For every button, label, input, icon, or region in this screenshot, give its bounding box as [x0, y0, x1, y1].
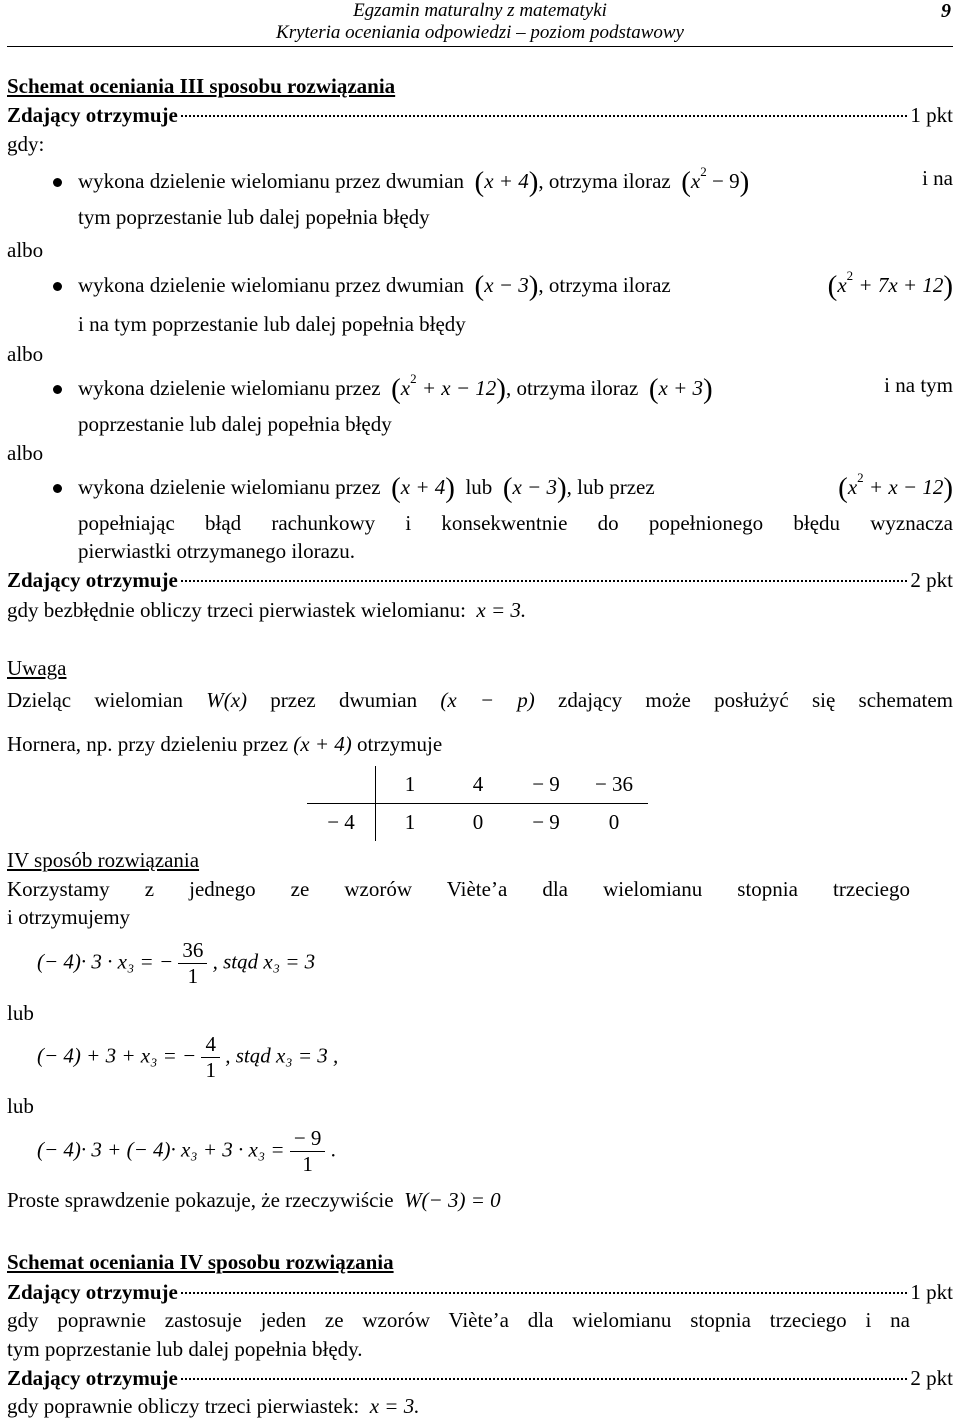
scheme3-score2-text [7, 598, 526, 623]
uwaga-line2 [7, 732, 442, 757]
bullet4-divisor2: x − 3 [512, 475, 557, 499]
bullet4-lub: lub [465, 475, 493, 499]
scheme4-score2-row [7, 1366, 953, 1391]
vieta-eq3 [37, 1126, 336, 1177]
uwaga-title: Uwaga [7, 656, 67, 680]
uwaga-text-d: zdający może posłużyć się schematem [558, 688, 954, 712]
bullet4-lub2: , lub przez [566, 475, 655, 499]
eq2-num: 4 [201, 1032, 220, 1058]
bullet3-mid: , otrzyma iloraz [505, 376, 639, 400]
horner-cell: 1 [404, 810, 416, 834]
bullet3-tail: i na tym [884, 373, 953, 397]
eq2-fraction [201, 1032, 220, 1083]
horner-row-results [307, 804, 648, 842]
bullet4-text: wykona dzielenie wielomianu przez [78, 475, 381, 499]
scheme3-score1-row [7, 103, 953, 128]
lub-label: lub [7, 1001, 34, 1025]
score-label: Zdający otrzymuje [7, 1366, 178, 1390]
score-label: Zdający otrzymuje [7, 103, 178, 127]
scheme4-score1-row [7, 1280, 953, 1305]
horner-cell: 0 [608, 810, 620, 834]
eq1-fraction [178, 938, 207, 989]
eq3-num: − 9 [290, 1126, 326, 1152]
method4-title: IV sposób rozwiązania [7, 848, 200, 872]
bullet3-text: wykona dzielenie wielomianu przez [78, 376, 381, 400]
dot-leader [181, 1292, 908, 1294]
horner-cell: 0 [472, 810, 484, 834]
score-label: Zdający otrzymuje [7, 1280, 178, 1304]
bullet2-text: wykona dzielenie wielomianu przez dwumian [78, 273, 465, 297]
check-math: W(− 3) = 0 [404, 1188, 501, 1212]
gdy-label: gdy: [7, 132, 45, 156]
eq1-num: 36 [178, 938, 207, 964]
horner-cell [307, 766, 376, 804]
bullet4-divisor3-expr: $(x^2 + x - 12)$ [838, 470, 953, 504]
albo-label: albo [7, 342, 44, 366]
page-number: 9 [941, 0, 951, 22]
method4-check [7, 1188, 501, 1213]
score-points: 1 pkt [910, 1280, 953, 1304]
header-exam-title: Egzamin maturalny z matematyki [353, 0, 607, 21]
bullet1-quotient: 9 [729, 169, 740, 193]
score-label: Zdający otrzymuje [7, 568, 178, 592]
score2-text: gdy poprawnie obliczy trzeci pierwiastek: [7, 1394, 360, 1418]
eq3-fraction [290, 1126, 326, 1177]
scheme4-score1-line1: gdy poprawnie zastosuje jeden ze wzorów Vièteʼa dla wielomianu stopnia trzeciego i na [7, 1308, 910, 1332]
horner-table [307, 766, 648, 841]
bullet3-line2: poprzestanie lub dalej popełnia błędy [78, 412, 392, 436]
bullet1-divisor: x + 4 [484, 169, 529, 193]
bullet4-line2: popełniając błąd rachunkowy i konsekwentnie do popełnionego błędu wyznacza [78, 511, 953, 535]
vieta-eq2 [37, 1032, 338, 1083]
uwaga-binomial: (x − p) [440, 688, 535, 712]
uwaga-divisor: (x + 4) [293, 732, 352, 756]
albo-label: albo [7, 238, 44, 262]
eq2-rhs: , stąd x₃ = 3 , [225, 1043, 339, 1068]
eq1-den: 1 [187, 964, 199, 988]
score-points: 1 pkt [910, 103, 953, 127]
eq3-lhs: (− 4)· 3 + (− 4)· x₃ + 3 · x₃ = [37, 1137, 285, 1162]
bullet3-line1: wykona dzielenie wielomianu przez $(x^2 + x - 12)$, otrzyma iloraz (x + 3) [78, 371, 713, 405]
vieta-eq1 [37, 938, 315, 989]
bullet1-line1: wykona dzielenie wielomianu przez dwumian (x + 4), otrzyma iloraz $(x^2 - 9)$ [78, 164, 750, 198]
score2-math: x = 3. [369, 1394, 420, 1418]
bullet4-divisor1: x + 4 [400, 475, 446, 499]
horner-cell: 4 [472, 772, 484, 796]
bullet1-text: wykona dzielenie wielomianu przez dwumian [78, 169, 465, 193]
bullet-icon [53, 282, 62, 291]
bullet4-divisor3: + x − 12 [868, 475, 944, 499]
uwaga-poly: W(x) [206, 688, 248, 712]
horner-cell: − 4 [307, 804, 376, 842]
horner-cell: − 9 [532, 810, 560, 834]
uwaga-text-2a: Hornera, np. przy dzieleniu przez [7, 732, 289, 756]
horner-cell: 1 [404, 772, 416, 796]
eq1-rhs: , stąd x₃ = 3 [212, 949, 316, 974]
eq3-den: 1 [302, 1152, 313, 1176]
eq2-lhs: (− 4) + 3 + x₃ = − [37, 1043, 197, 1068]
method4-intro2: i otrzymujemy [7, 905, 131, 929]
scheme3-score2-row [7, 568, 953, 593]
page-header [7, 0, 953, 47]
score2-math: x = 3. [476, 598, 527, 622]
bullet3-quotient: x + 3 [658, 376, 703, 400]
scheme4-score2-text [7, 1394, 419, 1419]
bullet-icon [53, 385, 62, 394]
dot-leader [181, 580, 908, 582]
bullet-icon [53, 178, 62, 187]
bullet2-divisor: x − 3 [484, 273, 529, 297]
bullet1-tail: i na [922, 166, 953, 190]
eq1-lhs: (− 4)· 3 · x₃ = − [37, 949, 174, 974]
bullet4-line1: wykona dzielenie wielomianu przez (x + 4) lub (x − 3), lub przez [78, 472, 655, 504]
lub-label: lub [7, 1094, 34, 1118]
method4-intro1: Korzystamy z jednego ze wzorów Vièteʼa dla wielomianu stopnia trzeciego [7, 877, 910, 901]
uwaga-text-a: Dzieląc wielomian [7, 688, 183, 712]
bullet1-line2: tym poprzestanie lub dalej popełnia błędy [78, 205, 430, 229]
horner-row-coefficients [307, 766, 648, 804]
check-text: Proste sprawdzenie pokazuje, że rzeczywiście [7, 1188, 394, 1212]
bullet1-mid: , otrzyma iloraz [538, 169, 671, 193]
bullet2-quotient: + 7x + 12 [858, 273, 944, 297]
bullet2-line1: wykona dzielenie wielomianu przez dwumian (x − 3), otrzyma iloraz [78, 270, 671, 302]
score-points: 2 pkt [910, 568, 953, 592]
horner-cell: − 9 [532, 772, 560, 796]
scheme4-title: Schemat oceniania IV sposobu rozwiązania [7, 1250, 394, 1274]
bullet-icon [53, 484, 62, 493]
eq2-den: 1 [205, 1058, 216, 1082]
score2-text: gdy bezbłędnie obliczy trzeci pierwiastek wielomianu: [7, 598, 466, 622]
bullet4-line3: pierwiastki otrzymanego ilorazu. [78, 539, 355, 563]
bullet2-quotient-expr: $(x^2 + 7x + 12)$ [827, 268, 953, 302]
scheme3-title: Schemat oceniania III sposobu rozwiązania [7, 74, 396, 98]
uwaga-line1 [7, 688, 953, 713]
bullet3-divisor: + x − 12 [421, 376, 497, 400]
dot-leader [181, 115, 908, 117]
score-points: 2 pkt [910, 1366, 953, 1390]
bullet2-mid: , otrzyma iloraz [538, 273, 671, 297]
scheme4-score1-line2: tym poprzestanie lub dalej popełnia błędy. [7, 1337, 363, 1361]
albo-label: albo [7, 441, 44, 465]
uwaga-text-b: przez dwumian [270, 688, 418, 712]
eq3-rhs: . [330, 1137, 336, 1162]
bullet2-line2: i na tym poprzestanie lub dalej popełnia błędy [78, 312, 466, 336]
uwaga-text-2c: otrzymuje [357, 732, 443, 756]
horner-cell: − 36 [594, 772, 634, 796]
dot-leader [181, 1378, 908, 1380]
header-criteria-title: Kryteria oceniania odpowiedzi – poziom podstawowy [276, 22, 684, 43]
